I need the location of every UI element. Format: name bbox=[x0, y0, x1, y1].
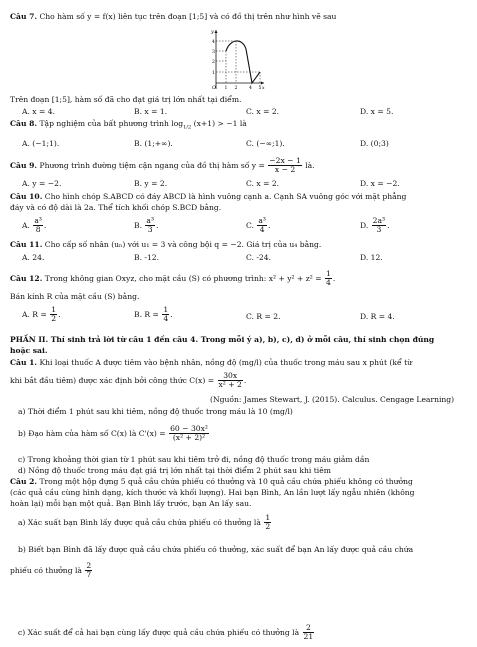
p2q1-b-text: b) Đạo hàm của hàm số C(x) là C'(x) = bbox=[18, 428, 166, 438]
q10-opt-b-frac bbox=[145, 217, 155, 235]
q9-option-d: D. x = −2. bbox=[360, 179, 400, 188]
q8-log-base: 1/2 bbox=[183, 124, 192, 131]
q10-opt-d-den: 3 bbox=[376, 225, 382, 235]
q7-option-a: A. x = 4. bbox=[22, 107, 56, 116]
q12-text: Trong không gian Oxyz, cho mặt cầu (S) có phương trình: x² + y² + z² = bbox=[44, 273, 322, 283]
q9-line bbox=[10, 157, 469, 175]
p2q2-c-frac bbox=[303, 624, 315, 642]
q7-graph bbox=[206, 27, 266, 91]
q12-option-a: A. R = $\frac{1}{2}$ . bbox=[22, 305, 61, 324]
q9-text: Phương trình đường tiệm cận ngang của đồ thị hàm số y = bbox=[39, 160, 265, 170]
q12-eq-den: 4 bbox=[326, 278, 331, 288]
graph-x-label: x bbox=[262, 86, 265, 91]
q7-text: Cho hàm số y = f(x) liên tục trên đoạn [1;5] và có đồ thị trên như hình vẽ sau bbox=[39, 12, 337, 21]
p2q1-c: c) Trong khoảng thời gian từ 1 phút sau khi tiêm trở đi, nồng độ thuốc trong máu giảm dần bbox=[18, 455, 370, 464]
q10-option-b: B. $\frac{\text{a³}}{3}$ . bbox=[134, 216, 159, 235]
q10-opt-b-label: B. bbox=[134, 220, 142, 230]
p2q2-a bbox=[18, 514, 469, 532]
q7-option-c: C. x = 2. bbox=[246, 107, 280, 116]
q12-eq-num: 1 bbox=[326, 269, 331, 278]
q11-label: Câu 11. bbox=[10, 240, 43, 249]
p2q2-c-num: 2 bbox=[303, 624, 315, 633]
q12-option-b: B. R = $\frac{1}{4}$ . bbox=[134, 305, 173, 324]
x-tick-2: 2 bbox=[234, 86, 238, 91]
p2q1-text2: khi bắt đầu tiêm) được xác định bởi công thức C(x) = bbox=[10, 375, 215, 385]
q10-option-c: C. $\frac{\text{a³}}{4}$ . bbox=[246, 216, 271, 235]
q10-opt-a-frac bbox=[33, 217, 43, 235]
q9-option-b: B. y = 2. bbox=[134, 179, 168, 188]
part2-heading1: PHẦN II. Thí sinh trả lời từ câu 1 đến câu 4. Trong mỗi ý a), b), c), d) ở mỗi câu, thí sinh chọn đúng bbox=[10, 335, 435, 344]
q12-opt-b-label: B. R = bbox=[134, 309, 159, 319]
p2q1-den: x² + 2 bbox=[218, 380, 242, 390]
graph-origin: O bbox=[212, 86, 216, 91]
p2q2-b-frac bbox=[85, 562, 92, 580]
p2q2-line3: hoàn lại) mỗi bạn một quả. Bạn Bình lấy trước, bạn An lấy sau. bbox=[10, 499, 252, 508]
q10-opt-b-num: a³ bbox=[146, 216, 154, 225]
p2q1-b-den: (x² + 2)² bbox=[172, 433, 206, 443]
y-tick-4: 4 bbox=[212, 40, 215, 45]
q10-opt-c-label: C. bbox=[246, 220, 254, 230]
p2q2-b-line2 bbox=[10, 562, 469, 580]
y-tick-3: 3 bbox=[212, 50, 215, 55]
p2q2-a-num: 1 bbox=[265, 513, 271, 522]
q9-option-a: A. y = −2. bbox=[22, 179, 62, 188]
q10-text1: Cho hình chóp S.ABCD có đáy ABCD là hình vuông cạnh a. Cạnh SA vuông góc với mặt phẳng bbox=[44, 192, 407, 201]
p2q1-b bbox=[18, 425, 469, 443]
q9-num: −2x − 1 bbox=[269, 156, 301, 165]
p2q2-c-text: c) Xác suất để cả hai bạn cùng lấy được quả cầu chứa phiếu có thưởng là bbox=[18, 627, 300, 637]
q8-label: Câu 8. bbox=[10, 119, 38, 128]
q8-text2: (x+1) > −1 là bbox=[193, 119, 247, 128]
p2q2-c-den: 21 bbox=[303, 632, 314, 642]
q7-option-d: D. x = 5. bbox=[360, 107, 394, 116]
p2q2-b-line1: b) Biết bạn Bình đã lấy được quả cầu chứa phiếu có thưởng, xác suất để bạn An lấy được quả cầu chứa bbox=[18, 545, 414, 554]
q12-opt-a-den: 2 bbox=[51, 314, 57, 324]
q12-line2: Bán kính R của mặt cầu (S) bằng. bbox=[10, 292, 140, 301]
q12-opt-b-frac bbox=[162, 306, 169, 324]
q10-opt-d-frac bbox=[372, 217, 386, 235]
function-curve bbox=[226, 41, 260, 83]
q12-opt-a-frac bbox=[50, 306, 57, 324]
q10-opt-c-num: a³ bbox=[258, 216, 266, 225]
q8-line bbox=[10, 119, 469, 131]
y-tick-2: 2 bbox=[212, 60, 215, 65]
x-tick-5: 5 bbox=[258, 86, 262, 91]
p2q1-b-num: 60 − 30x² bbox=[170, 424, 208, 433]
q7-option-b: B. x = 1. bbox=[134, 107, 168, 116]
q11-text: Cho cấp số nhân (uₙ) với u₁ = 3 và công bội q = −2. Giá trị của u₄ bằng. bbox=[44, 240, 322, 249]
y-tick-1: 1 bbox=[212, 71, 215, 76]
p2q2-c bbox=[18, 624, 469, 642]
q9-tail: là. bbox=[305, 160, 315, 170]
q10-option-a: A. $\frac{\text{a³}}{8}$ . bbox=[22, 216, 47, 235]
q9-label: Câu 9. bbox=[10, 160, 38, 170]
graph-y-label: y bbox=[211, 29, 214, 35]
p2q1-d: d) Nồng độ thuốc trong máu đạt giá trị lớn nhất tại thời điểm 2 phút sau khi tiêm bbox=[18, 466, 331, 475]
q10-line1 bbox=[10, 192, 469, 201]
q12-opt-b-num: 1 bbox=[163, 305, 169, 314]
p2q1-b-frac bbox=[169, 425, 209, 443]
q10-opt-d-label: D. bbox=[360, 220, 369, 230]
p2q2-a-den: 2 bbox=[265, 522, 271, 532]
q11-option-d: D. 12. bbox=[360, 253, 383, 262]
q10-opt-d-num: 2a³ bbox=[372, 216, 386, 225]
q10-line2: đáy và có độ dài là 2a. Thể tích khối chóp S.BCD bằng. bbox=[10, 203, 222, 212]
q8-option-c: C. (−∞;1). bbox=[246, 139, 285, 148]
q12-eq-frac bbox=[325, 270, 332, 288]
p2q1-label: Câu 1. bbox=[10, 358, 38, 367]
p2q2-b-den: 7 bbox=[86, 570, 92, 580]
p2q2-line2: (các quả cầu cùng hình dạng, kích thước và khối lượng). Hai bạn Bình, An lần lượt lấy ngẫu nhiên (không bbox=[10, 488, 415, 497]
q12-opt-a-num: 1 bbox=[51, 305, 57, 314]
q12-line: Câu 12. Trong không gian Oxyz, cho mặt cầu (S) có phương trình: x² + y² + z² = $\frac{1}{4}$ . bbox=[10, 269, 336, 288]
x-tick-1: 1 bbox=[224, 86, 228, 91]
q10-opt-c-frac bbox=[257, 217, 267, 235]
q10-label: Câu 10. bbox=[10, 192, 43, 201]
p2q2-b-text: phiếu có thưởng là bbox=[10, 565, 82, 575]
q8-option-b: B. (1;+∞). bbox=[134, 139, 173, 148]
p2q2-a-text: a) Xác suất bạn Bình lấy được quả cầu chứa phiếu có thưởng là bbox=[18, 517, 261, 527]
p2q2-text1: Trong một hộp đựng 5 quả cầu chứa phiếu có thưởng và 10 quả cầu chứa phiếu không có thưởng bbox=[39, 477, 413, 486]
p2q1-a: a) Thời điểm 1 phút sau khi tiêm, nồng độ thuốc trong máu là 10 (mg/l) bbox=[18, 407, 293, 416]
q11-option-c: C. -24. bbox=[246, 253, 272, 262]
q7-label: Câu 7. bbox=[10, 12, 38, 21]
q12-option-d: D. R = 4. bbox=[360, 312, 395, 321]
q8-option-d: D. (0;3) bbox=[360, 139, 389, 148]
p2q1-line2: khi bắt đầu tiêm) được xác định bởi công thức C(x) = $\frac{30x}{\text{x² + 2}}$ . bbox=[10, 371, 247, 390]
q9-fraction bbox=[268, 157, 302, 175]
q11-option-b: B. -12. bbox=[134, 253, 160, 262]
q10-opt-a-num: a³ bbox=[34, 216, 42, 225]
part2-heading2: hoặc sai. bbox=[10, 346, 48, 355]
p2q2-line1 bbox=[10, 477, 469, 486]
p2q1-num: 30x bbox=[218, 372, 243, 381]
p2q2-a-frac bbox=[264, 514, 271, 532]
q8-option-a: A. (−1;1). bbox=[22, 139, 60, 148]
q10-opt-a-den: 8 bbox=[35, 225, 41, 235]
p2q1-line1 bbox=[10, 358, 469, 367]
p2q1-fraction bbox=[218, 372, 243, 390]
q9-option-c: C. x = 2. bbox=[246, 179, 280, 188]
p2q1-source: (Nguồn: James Stewart, J. (2015). Calculus. Cengage Learning) bbox=[210, 395, 455, 404]
q12-label: Câu 12. bbox=[10, 273, 43, 283]
p2q1-text1: Khi loại thuốc A được tiêm vào bệnh nhân, nồng độ (mg/l) của thuốc trong máu sau x phút (kể từ bbox=[39, 358, 413, 367]
q7-line bbox=[10, 12, 469, 21]
q12-opt-b-den: 4 bbox=[163, 314, 169, 324]
q9-den: x − 2 bbox=[274, 165, 296, 175]
q12-option-c: C. R = 2. bbox=[246, 312, 281, 321]
q11-option-a: A. 24. bbox=[22, 253, 45, 262]
x-tick-4: 4 bbox=[249, 86, 252, 91]
q10-opt-a-label: A. bbox=[22, 220, 30, 230]
q12-opt-a-label: A. R = bbox=[22, 309, 47, 319]
p2q2-label: Câu 2. bbox=[10, 477, 38, 486]
q10-opt-b-den: 3 bbox=[147, 225, 153, 235]
q11-line bbox=[10, 240, 469, 249]
q7-prompt: Trên đoạn [1;5], hàm số đã cho đạt giá trị lớn nhất tại điểm. bbox=[10, 95, 242, 104]
q8-text: Tập nghiệm của bất phương trình log bbox=[39, 119, 184, 128]
q10-option-d: D. $\frac{\text{2a³}}{3}$ . bbox=[360, 216, 390, 235]
p2q2-b-num: 2 bbox=[86, 561, 92, 570]
q10-opt-c-den: 4 bbox=[259, 225, 265, 235]
